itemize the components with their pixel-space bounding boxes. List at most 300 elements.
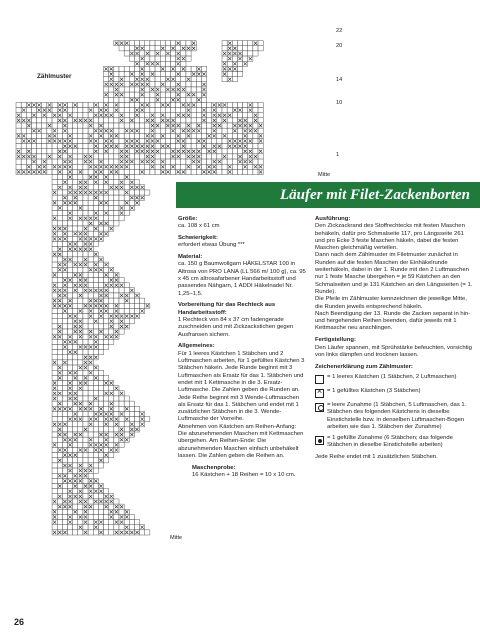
chart-cell	[57, 180, 62, 185]
chart-cell	[83, 108, 88, 113]
chart-cell	[248, 169, 253, 174]
chart-cell	[62, 185, 67, 190]
chart-cell	[83, 396, 88, 401]
chart-cell	[78, 252, 83, 257]
chart-cell	[104, 386, 109, 391]
chart-cell	[109, 123, 114, 128]
chart-cell	[57, 437, 62, 442]
chart-cell	[217, 133, 222, 138]
chart-cell	[47, 128, 52, 133]
chart-cell	[134, 180, 139, 185]
chart-cell	[98, 386, 103, 391]
chart-cell	[150, 92, 155, 97]
chart-cell	[52, 344, 57, 349]
chart-cell	[73, 499, 78, 504]
chart-cell	[145, 92, 150, 97]
chart-cell	[52, 247, 57, 252]
chart-cell	[62, 489, 67, 494]
chart-cell	[191, 66, 196, 71]
chart-cell	[83, 437, 88, 442]
chart-cell	[114, 401, 119, 406]
execution-text-2: Dann nach dem Zählmuster im Filetmuster zunächst in Runden auf die festen Maschen der Einhäkelrunde weiterhäkeln, dabei in der 1. Runde mit den 2 Luftmaschen nur 1 feste Masche übergehen = je 59 Kästchen an den Schmalseiten und je 131 Kästchen an den Längsseiten (= 1. Runde).	[315, 252, 473, 295]
finishing-text: Den Läufer spannen, mit Sprühstärke befeuchten, vorsichtig von links dämpfen und trocknen lassen.	[315, 344, 472, 358]
chart-cell	[232, 149, 237, 154]
chart-cell	[155, 169, 160, 174]
chart-cell	[129, 149, 134, 154]
chart-cell	[134, 118, 139, 123]
chart-cell	[237, 149, 242, 154]
chart-cell	[68, 123, 73, 128]
chart-cell	[83, 370, 88, 375]
legend-empty-square: = 1 leeres Kästchen (1 Stäbchen, 2 Luftmaschen)	[315, 374, 473, 384]
instructions-column	[315, 216, 473, 466]
chart-cell	[134, 303, 139, 308]
chart-cell	[52, 308, 57, 313]
chart-cell	[68, 365, 73, 370]
chart-cell	[222, 164, 227, 169]
chart-cell	[124, 180, 129, 185]
chart-cell	[68, 149, 73, 154]
chart-cell	[78, 370, 83, 375]
chart-cell	[181, 92, 186, 97]
chart-cell	[73, 530, 78, 535]
chart-cell	[68, 411, 73, 416]
chart-cell	[160, 92, 165, 97]
chart-cell	[114, 427, 119, 432]
chart-cell	[98, 185, 103, 190]
chart-cell	[129, 293, 134, 298]
chart-cell	[52, 504, 57, 509]
chart-cell	[171, 82, 176, 87]
chart-cell	[186, 72, 191, 77]
chart-cell	[52, 262, 57, 267]
chart-cell	[52, 159, 57, 164]
chart-cell	[73, 180, 78, 185]
chart-cell	[243, 113, 248, 118]
chart-cell	[47, 159, 52, 164]
chart-cell	[88, 278, 93, 283]
chart-cell	[104, 458, 109, 463]
chart-cell	[114, 97, 119, 102]
chart-cell	[98, 453, 103, 458]
chart-cell	[83, 169, 88, 174]
chart-cell	[68, 525, 73, 530]
chart-cell	[83, 453, 88, 458]
chart-cell	[134, 92, 139, 97]
chart-cell	[37, 154, 42, 159]
chart-cell	[165, 138, 170, 143]
chart-cell	[129, 108, 134, 113]
chart-cell	[52, 329, 57, 334]
chart-cell	[73, 463, 78, 468]
chart-cell	[258, 144, 263, 149]
chart-cell	[140, 41, 145, 46]
chart-cell	[109, 329, 114, 334]
chart-cell	[78, 355, 83, 360]
chart-cell	[88, 169, 93, 174]
chart-cell	[165, 61, 170, 66]
chart-cell	[140, 51, 145, 56]
chart-cell	[207, 138, 212, 143]
chart-cell	[68, 329, 73, 334]
chart-cell	[124, 169, 129, 174]
chart-cell	[145, 56, 150, 61]
chart-cell	[191, 97, 196, 102]
chart-cell	[134, 56, 139, 61]
chart-cell	[176, 66, 181, 71]
chart-cell	[145, 190, 150, 195]
chart-cell	[119, 123, 124, 128]
chart-cell	[57, 520, 62, 525]
chart-cell	[93, 231, 98, 236]
chart-cell	[109, 221, 114, 226]
chart-cell	[52, 144, 57, 149]
chart-cell	[78, 442, 83, 447]
chart-cell	[93, 154, 98, 159]
chart-cell	[119, 72, 124, 77]
chart-cell	[165, 159, 170, 164]
chart-cell	[52, 525, 57, 530]
chart-cell	[98, 205, 103, 210]
chart-cell	[93, 514, 98, 519]
preparation-heading: Vorbereitung für das Rechteck aus Handarbeitsstoff:	[178, 302, 276, 316]
chart-cell	[114, 499, 119, 504]
chart-cell	[232, 72, 237, 77]
chart-cell	[26, 113, 31, 118]
chart-cell	[104, 226, 109, 231]
chart-cell	[98, 180, 103, 185]
chart-cell	[155, 41, 160, 46]
chart-cell	[114, 159, 119, 164]
chart-cell	[93, 391, 98, 396]
chart-cell	[52, 468, 57, 473]
chart-cell	[186, 169, 191, 174]
chart-cell	[88, 293, 93, 298]
chart-cell	[57, 231, 62, 236]
difficulty-heading: Schwierigkeit:	[178, 235, 218, 242]
chart-cell	[196, 118, 201, 123]
chart-cell	[109, 520, 114, 525]
chart-cell	[155, 82, 160, 87]
chart-cell	[83, 334, 88, 339]
chart-cell	[62, 370, 67, 375]
preparation-text: 1 Rechteck von 84 x 37 cm fadengerade zuschneiden und mit Zickzackstichen gegen Ausfransen sichern.	[178, 317, 294, 338]
chart-cell	[57, 350, 62, 355]
chart-cell	[57, 133, 62, 138]
chart-cell	[62, 241, 67, 246]
chart-cell	[78, 427, 83, 432]
chart-cell	[155, 154, 160, 159]
chart-cell	[119, 509, 124, 514]
chart-cell	[114, 324, 119, 329]
chart-cell	[78, 175, 83, 180]
chart-cell	[83, 401, 88, 406]
legend-filled-increase: = 1 gefüllte Zunahme (6 Stäbchen; das folgende Stäbchen in dieselbe Einstichstelle arbeiten)	[315, 435, 473, 450]
chart-cell	[62, 334, 67, 339]
chart-cell	[109, 190, 114, 195]
chart-cell	[253, 51, 258, 56]
chart-cell	[68, 344, 73, 349]
chart-cell	[109, 97, 114, 102]
chart-cell	[207, 159, 212, 164]
chart-cell	[140, 133, 145, 138]
general-text: Für 1 leeres Kästchen 1 Stäbchen und 2 Luftmaschen arbeiten, für 1 gefülltes Kästchen 3 Stäbchen häkeln. Jede Runde beginnt mit 3 Luftmaschen als Ersatz für das 1. Stäbchen und endet mit 1 Kettmasche in die 3. Ersatz-Luftmasche. Die Zahlen geben die Runden an. Jede Reihe beginnt mit 3 Wende-Luftmaschen als Ersatz für das 1. Stäbchen und endet mit 1 zusätzlichen Stäbchen in die 3. Wende-Luftmasche der Vorreihe.	[178, 350, 305, 423]
chart-cell	[57, 272, 62, 277]
chart-cell	[83, 128, 88, 133]
chart-cell	[114, 437, 119, 442]
chart-cell	[62, 175, 67, 180]
chart-cell	[104, 77, 109, 82]
chart-cell	[73, 381, 78, 386]
chart-cell	[145, 66, 150, 71]
chart-cell	[98, 283, 103, 288]
chart-cell	[98, 175, 103, 180]
chart-cell	[104, 344, 109, 349]
chart-cell	[129, 200, 134, 205]
chart-cell	[52, 489, 57, 494]
chart-cell	[52, 339, 57, 344]
chart-cell	[119, 417, 124, 422]
chart-cell	[73, 185, 78, 190]
chart-cell	[62, 133, 67, 138]
legend-empty-increase: = leere Zunahme (1 Stäbchen, 5 Luftmaschen, das 1. Stäbchen des folgenden Kästchens in dieselbe Einstichstelle bzw. in denselben Luftmaschen-Bogen arbeiten wie das 1. Stäbchen der Zunahme)	[315, 402, 473, 431]
chart-cell	[73, 257, 78, 262]
chart-cell	[150, 41, 155, 46]
chart-cell	[232, 56, 237, 61]
chart-cell	[129, 154, 134, 159]
chart-cell	[160, 77, 165, 82]
chart-cell	[150, 46, 155, 51]
chart-cell	[88, 365, 93, 370]
row-number-22: 22	[336, 28, 343, 34]
chart-cell	[129, 123, 134, 128]
chart-cell	[52, 319, 57, 324]
chart-cell	[93, 272, 98, 277]
chart-cell	[52, 355, 57, 360]
chart-cell	[16, 108, 21, 113]
chart-cell	[78, 484, 83, 489]
chart-cell	[73, 226, 78, 231]
chart-cell	[171, 41, 176, 46]
chart-cell	[140, 128, 145, 133]
chart-cell	[129, 92, 134, 97]
chart-cell	[176, 128, 181, 133]
chart-cell	[52, 185, 57, 190]
chart-cell	[57, 283, 62, 288]
chart-cell	[62, 525, 67, 530]
chart-cell	[243, 169, 248, 174]
chart-cell	[248, 51, 253, 56]
chart-cell	[93, 468, 98, 473]
chart-cell	[129, 169, 134, 174]
chart-cell	[57, 190, 62, 195]
chart-cell	[109, 298, 114, 303]
chart-cell	[104, 185, 109, 190]
chart-cell	[57, 216, 62, 221]
chart-cell	[52, 458, 57, 463]
chart-cell	[124, 319, 129, 324]
chart-cell	[57, 175, 62, 180]
chart-cell	[196, 102, 201, 107]
chart-cell	[140, 118, 145, 123]
chart-cell	[160, 56, 165, 61]
chart-cell	[114, 205, 119, 210]
chart-cell	[176, 144, 181, 149]
chart-cell	[114, 154, 119, 159]
chart-cell	[248, 144, 253, 149]
chart-cell	[155, 66, 160, 71]
chart-cell	[109, 211, 114, 216]
execution-text-1: Den Zickzackrand des Stoffrechtecks mit festen Maschen behäkeln, dafür pro Schmalseite 117, pro Längsseite 261 und pro Ecke 3 feste Maschen häkeln, dabei die festen Maschen gleichmäßig verteilen.	[315, 223, 465, 252]
chart-cell	[37, 113, 42, 118]
chart-cell	[145, 530, 150, 535]
chart-cell	[68, 422, 73, 427]
chart-cell	[109, 396, 114, 401]
chart-cell	[253, 144, 258, 149]
chart-cell	[93, 370, 98, 375]
chart-cell	[73, 149, 78, 154]
chart-cell	[83, 463, 88, 468]
chart-cell	[31, 144, 36, 149]
chart-cell	[42, 123, 47, 128]
chart-cell	[181, 123, 186, 128]
chart-cell	[222, 149, 227, 154]
chart-cell	[16, 159, 21, 164]
chart-cell	[62, 396, 67, 401]
chart-cell	[119, 396, 124, 401]
chart-cell	[78, 113, 83, 118]
chart-cell	[83, 411, 88, 416]
chart-cell	[78, 108, 83, 113]
general-heading: Allgemeines:	[178, 343, 215, 350]
chart-cell	[181, 82, 186, 87]
chart-cell	[88, 509, 93, 514]
chart-cell	[186, 41, 191, 46]
chart-cell	[57, 344, 62, 349]
chart-cell	[253, 46, 258, 51]
chart-cell	[140, 154, 145, 159]
chart-cell	[73, 175, 78, 180]
chart-cell	[93, 463, 98, 468]
chart-cell	[217, 164, 222, 169]
chart-cell	[186, 97, 191, 102]
chart-cell	[119, 87, 124, 92]
chart-cell	[16, 144, 21, 149]
chart-cell	[73, 278, 78, 283]
chart-cell	[165, 164, 170, 169]
chart-cell	[181, 51, 186, 56]
chart-cell	[191, 113, 196, 118]
chart-cell	[73, 138, 78, 143]
chart-cell	[248, 46, 253, 51]
chart-cell	[68, 458, 73, 463]
chart-cell	[37, 133, 42, 138]
chart-cell	[248, 41, 253, 46]
chart-cell	[52, 154, 57, 159]
chart-cell	[62, 169, 67, 174]
chart-cell	[217, 108, 222, 113]
chart-cell	[47, 144, 52, 149]
chart-cell	[124, 303, 129, 308]
chart-cell	[62, 314, 67, 319]
chart-cell	[88, 339, 93, 344]
chart-cell	[109, 422, 114, 427]
chart-cell	[248, 113, 253, 118]
chart-cell	[119, 303, 124, 308]
chart-cell	[104, 427, 109, 432]
chart-cell	[201, 77, 206, 82]
chart-cell	[83, 339, 88, 344]
chart-cell	[98, 350, 103, 355]
chart-cell	[52, 241, 57, 246]
chart-cell	[52, 437, 57, 442]
chart-cell	[201, 133, 206, 138]
chart-cell	[253, 108, 258, 113]
chart-cell	[191, 77, 196, 82]
chart-cell	[237, 113, 242, 118]
chart-cell	[104, 509, 109, 514]
chart-cell	[57, 159, 62, 164]
chart-cell	[62, 375, 67, 380]
chart-cell	[258, 128, 263, 133]
chart-cell	[83, 293, 88, 298]
chart-cell	[26, 144, 31, 149]
chart-cell	[212, 154, 217, 159]
chart-cell	[52, 432, 57, 437]
chart-cell	[57, 468, 62, 473]
chart-cell	[104, 123, 109, 128]
chart-cell	[73, 221, 78, 226]
chart-cell	[88, 473, 93, 478]
chart-cell	[124, 72, 129, 77]
chart-cell	[114, 118, 119, 123]
legend-filled-square: × = 1 gefülltes Kästchen (3 Stäbchen)	[315, 388, 473, 398]
chart-cell	[165, 92, 170, 97]
chart-cell	[73, 267, 78, 272]
chart-cell	[207, 123, 212, 128]
chart-cell	[124, 205, 129, 210]
chart-cell	[119, 46, 124, 51]
chart-cell	[114, 216, 119, 221]
chart-cell	[217, 169, 222, 174]
chart-cell	[68, 262, 73, 267]
chart-cell	[62, 411, 67, 416]
chart-cell	[181, 118, 186, 123]
chart-cell	[145, 46, 150, 51]
chart-cell	[68, 288, 73, 293]
chart-cell	[98, 437, 103, 442]
chart-cell	[21, 159, 26, 164]
size-text: ca. 108 x 61 cm	[178, 223, 220, 230]
chart-cell	[186, 87, 191, 92]
chart-cell	[196, 77, 201, 82]
chart-cell	[83, 149, 88, 154]
chart-cell	[191, 133, 196, 138]
chart-cell	[104, 159, 109, 164]
chart-cell	[88, 185, 93, 190]
chart-cell	[104, 87, 109, 92]
chart-cell	[57, 195, 62, 200]
chart-cell	[186, 66, 191, 71]
chart-cell	[62, 520, 67, 525]
chart-cell	[196, 92, 201, 97]
chart-cell	[52, 102, 57, 107]
chart-cell	[150, 56, 155, 61]
chart-cell	[68, 509, 73, 514]
chart-cell	[57, 499, 62, 504]
chart-cell	[155, 133, 160, 138]
chart-cell	[16, 123, 21, 128]
